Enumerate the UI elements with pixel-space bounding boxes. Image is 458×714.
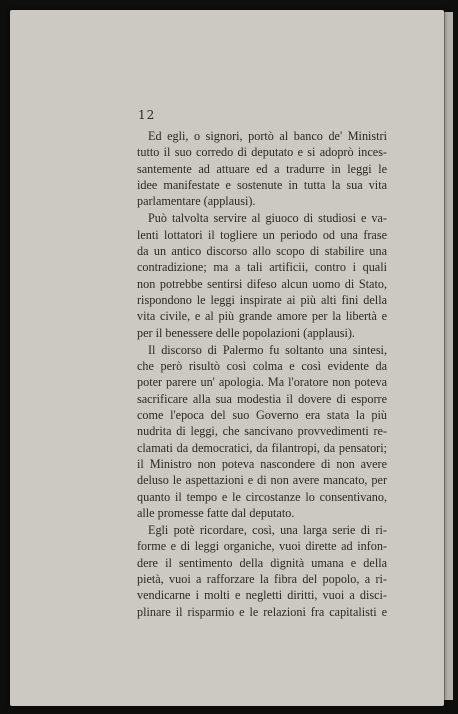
text-line: quanto il tempo e le circostanze lo consentivano, bbox=[137, 489, 387, 504]
text-line: non potrebbe sentirsi difeso alcun uomo di Stato, bbox=[137, 276, 387, 291]
page-number: 12 bbox=[138, 108, 156, 122]
paragraph-4 bbox=[137, 522, 387, 620]
text-line: idee manifestate e sostenute in tutta la sua vita bbox=[137, 177, 387, 192]
text-line: vita civile, e al più grande amore per la libertà e bbox=[137, 309, 387, 324]
text-line: rispondono le leggi inspirate ai più alti fini della bbox=[137, 292, 387, 307]
text-line: vendicarne i molti e negletti diritti, vuoi a disci- bbox=[137, 588, 387, 603]
text-line: pietà, vuoi a rafforzare la fibra del popolo, a ri- bbox=[137, 572, 387, 587]
text-line: sacrificare alla sua modestia il dovere di esporre bbox=[137, 391, 387, 406]
text-line: deluso le aspettazioni e di non avere mancato, per bbox=[137, 473, 387, 488]
text-line: lenti lottatori il togliere un periodo od una frase bbox=[137, 227, 387, 242]
text-line: come l'epoca del suo Governo era stata la più bbox=[137, 408, 387, 423]
text-line: Può talvolta servire al giuoco di studiosi e va- bbox=[148, 211, 387, 226]
text-line: Egli potè ricordare, così, una larga serie di ri- bbox=[148, 523, 387, 538]
text-line: che però risultò così colma e così evidente da bbox=[137, 359, 387, 374]
text-line: contradizione; ma a tali artificii, contro i quali bbox=[137, 260, 387, 275]
text-line: da un antico discorso allo scopo di stabilire una bbox=[137, 244, 387, 259]
text-line: clamati da democratici, da filantropi, da pensatori; bbox=[137, 440, 387, 455]
text-line: poter parere un' apologia. Ma l'oratore non poteva bbox=[137, 375, 387, 390]
paragraph-2 bbox=[137, 210, 387, 340]
text-line: Ed egli, o signori, portò al banco de' Ministri bbox=[148, 129, 387, 143]
text-line: Il discorso di Palermo fu soltanto una sintesi, bbox=[148, 342, 387, 357]
text-line: nudrita di leggi, che sancivano provvedimenti re- bbox=[137, 424, 387, 439]
next-page-edge bbox=[444, 12, 453, 700]
text-line: forme e di leggi organiche, vuoi dirette ad infon- bbox=[137, 539, 387, 554]
text-line: alle promesse fatte dal deputato. bbox=[137, 505, 295, 520]
body-text bbox=[137, 128, 387, 621]
paragraph-3 bbox=[137, 342, 387, 521]
text-line: per il benessere delle popolazioni (applausi). bbox=[137, 325, 355, 340]
text-line: dere il sentimento della dignità umana e della bbox=[137, 555, 387, 570]
text-line: parlamentare (applausi). bbox=[137, 194, 256, 209]
text-line: tutto il suo corredo di deputato e si adoprò inces- bbox=[137, 145, 387, 160]
text-line: il Ministro non poteva nascondere di non avere bbox=[137, 456, 387, 471]
paragraph-1 bbox=[137, 128, 387, 209]
text-line: santemente ad attuare ed a tradurre in leggi le bbox=[137, 161, 387, 176]
text-line: plinare il risparmio e le relazioni fra capitalisti e bbox=[137, 604, 387, 619]
